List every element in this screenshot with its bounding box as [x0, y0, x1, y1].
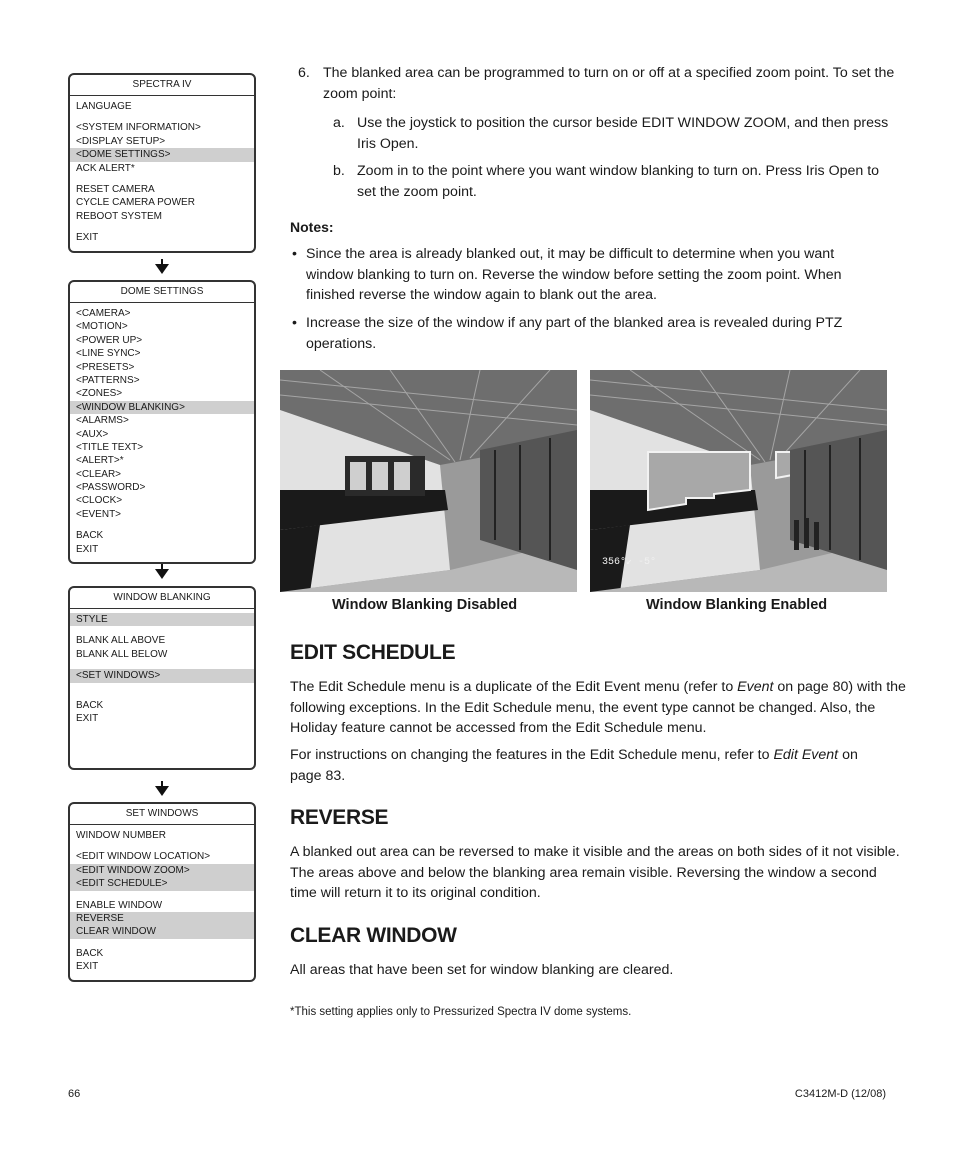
- text-run: on: [838, 747, 858, 763]
- step-a-text: [357, 113, 888, 154]
- menu-spectra-iv: [68, 73, 256, 253]
- step-b-letter: b.: [333, 163, 345, 179]
- menu-item: <SYSTEM INFORMATION>: [76, 122, 201, 134]
- caption-enabled: Window Blanking Enabled: [646, 597, 828, 613]
- heading-reverse: REVERSE: [290, 806, 389, 829]
- menu-item: LANGUAGE: [76, 101, 132, 112]
- menu-title: WINDOW BLANKING: [70, 588, 254, 609]
- text-run: For instructions on changing the features in the Edit Schedule menu, refer to: [290, 747, 774, 763]
- menu-item: <CAMERA>: [76, 308, 131, 319]
- menu-title: DOME SETTINGS: [70, 282, 254, 303]
- menu-item: <PATTERNS>: [76, 374, 140, 386]
- menu-item: <AUX>: [76, 428, 109, 440]
- document-id: C3412M-D (12/08): [794, 1088, 886, 1100]
- svg-text:356°↙ -5°: 356°↙ -5°: [602, 557, 657, 568]
- step-6-line-1: The blanked area can be programmed to turn on or off at a specified zoom point. To set the: [323, 65, 895, 81]
- menu-item: EXIT: [76, 961, 99, 973]
- menu-item: <PRESETS>: [76, 361, 135, 373]
- notes-heading: Notes:: [290, 219, 334, 235]
- step-b-line-1: Zoom in to the point where you want window blanking to turn on. Press Iris Open to: [357, 163, 880, 179]
- menu-item: EXIT: [76, 543, 99, 555]
- menu-spacer: [70, 626, 254, 634]
- menu-item: <WINDOW BLANKING>: [70, 401, 254, 414]
- menu-item: <CLOCK>: [76, 495, 123, 507]
- step-a-line-2: Iris Open.: [357, 135, 419, 152]
- edit-schedule-paragraph-1: [290, 677, 906, 739]
- menu-window-blanking: [68, 586, 256, 770]
- menu-item: REBOOT SYSTEM: [76, 210, 162, 222]
- reverse-paragraph: [290, 842, 900, 904]
- text-line: time will return it to its original condition.: [290, 885, 541, 901]
- menu-item: ENABLE WINDOW: [76, 899, 163, 911]
- step-6-text: [323, 63, 894, 104]
- text-line: Holiday feature cannot be accessed from the Edit Schedule menu.: [290, 720, 707, 736]
- menu-item: CYCLE CAMERA POWER: [76, 197, 195, 209]
- photo-window-blanking-enabled: [590, 370, 887, 592]
- menu-spacer: [70, 113, 254, 121]
- menu-item: <EVENT>: [76, 508, 122, 520]
- text-line: following exceptions. In the Edit Schedule menu, the event type cannot be changed. Also, the: [290, 699, 876, 716]
- menu-item: <EDIT WINDOW ZOOM>: [70, 864, 254, 877]
- menu-item: BLANK ALL ABOVE: [76, 635, 166, 647]
- caption-disabled: Window Blanking Disabled: [332, 597, 518, 613]
- menu-dome-settings: [68, 280, 256, 564]
- menu-item: ACK ALERT*: [76, 162, 135, 174]
- link-edit-event: Edit Event: [773, 747, 839, 763]
- menu-item: <SET WINDOWS>: [70, 669, 254, 682]
- menu-item: BACK: [76, 699, 104, 711]
- menu-item: WINDOW NUMBER: [76, 830, 166, 841]
- menu-spacer: [70, 691, 254, 699]
- menu-item: <CLEAR>: [76, 468, 122, 480]
- menu-spacer: [70, 891, 254, 899]
- note-2-bullet: •: [292, 315, 297, 331]
- clear-window-paragraph: All areas that have been set for window blanking are cleared.: [290, 962, 674, 978]
- menu-item: <EDIT WINDOW LOCATION>: [76, 851, 211, 863]
- note-1-line-2: window blanking to turn on. Reverse the window before setting the zoom point. When: [306, 266, 842, 283]
- menu-spacer: [70, 175, 254, 183]
- menu-title: SPECTRA IV: [70, 75, 254, 96]
- menu-spacer: [70, 683, 254, 691]
- step-b-line-2: set the zoom point.: [357, 183, 477, 200]
- menu-spacer: [70, 521, 254, 529]
- menu-item: <DOME SETTINGS>: [70, 148, 254, 161]
- menu-spacer: [70, 661, 254, 669]
- text-line: The areas above and below the blanking area remain visible. Reversing the window a second: [290, 864, 877, 881]
- menu-item: <TITLE TEXT>: [76, 441, 144, 453]
- photo-window-blanking-disabled: [280, 370, 577, 592]
- menu-set-windows: [68, 802, 256, 982]
- menu-item: <LINE SYNC>: [76, 348, 141, 360]
- edit-schedule-paragraph-2: [290, 745, 858, 786]
- menu-item: EXIT: [76, 232, 99, 244]
- menu-spacer: [70, 939, 254, 947]
- note-1-text: [306, 244, 842, 306]
- text-line: A blanked out area can be reversed to make it visible and the areas on both sides of it not visible.: [290, 844, 900, 860]
- menu-item: <MOTION>: [76, 321, 128, 333]
- menu-item: BLANK ALL BELOW: [76, 648, 168, 660]
- menu-item: EXIT: [76, 712, 99, 724]
- note-2-text: [306, 313, 842, 354]
- step-number: 6.: [298, 65, 310, 81]
- menu-spacer: [70, 223, 254, 231]
- menu-item: BACK: [76, 530, 104, 542]
- step-6-line-2: zoom point:: [323, 85, 397, 102]
- menu-spacer: [70, 842, 254, 850]
- step-b-text: [357, 161, 879, 202]
- menu-item: <EDIT SCHEDULE>: [70, 877, 254, 890]
- step-a-line-1: Use the joystick to position the cursor beside EDIT WINDOW ZOOM, and then press: [357, 115, 889, 131]
- footnote: *This setting applies only to Pressurized Spectra IV dome systems.: [290, 1006, 632, 1018]
- menu-item: <DISPLAY SETUP>: [76, 135, 166, 147]
- text-run: on page 80) with the: [773, 679, 906, 695]
- menu-item: CLEAR WINDOW: [70, 925, 254, 938]
- page-number: 66: [68, 1088, 81, 1100]
- text-line: page 83.: [290, 767, 346, 784]
- step-6: [298, 63, 310, 84]
- note-2-line-1: Increase the size of the window if any part of the blanked area is revealed during PTZ: [306, 315, 843, 331]
- menu-item: <POWER UP>: [76, 334, 143, 346]
- menu-item: STYLE: [70, 613, 254, 626]
- heading-edit-schedule: EDIT SCHEDULE: [290, 641, 456, 664]
- menu-item: RESET CAMERA: [76, 183, 155, 195]
- text-run: The Edit Schedule menu is a duplicate of the Edit Event menu (refer to: [290, 679, 738, 695]
- menu-item: <ALARMS>: [76, 415, 129, 427]
- menu-item: <PASSWORD>: [76, 482, 146, 494]
- note-2-line-2: operations.: [306, 335, 377, 352]
- note-1-line-3: finished reverse the window again to blank out the area.: [306, 287, 657, 303]
- note-1-bullet: •: [292, 246, 297, 262]
- menu-item: <ZONES>: [76, 388, 123, 400]
- note-1-line-1: Since the area is already blanked out, it may be difficult to determine when you want: [306, 246, 835, 262]
- link-event: Event: [737, 679, 774, 695]
- menu-title: SET WINDOWS: [70, 804, 254, 825]
- menu-item: REVERSE: [70, 912, 254, 925]
- step-a-letter: a.: [333, 115, 345, 131]
- menu-item: <ALERT>*: [76, 455, 124, 467]
- menu-item: BACK: [76, 947, 104, 959]
- heading-clear-window: CLEAR WINDOW: [290, 924, 457, 947]
